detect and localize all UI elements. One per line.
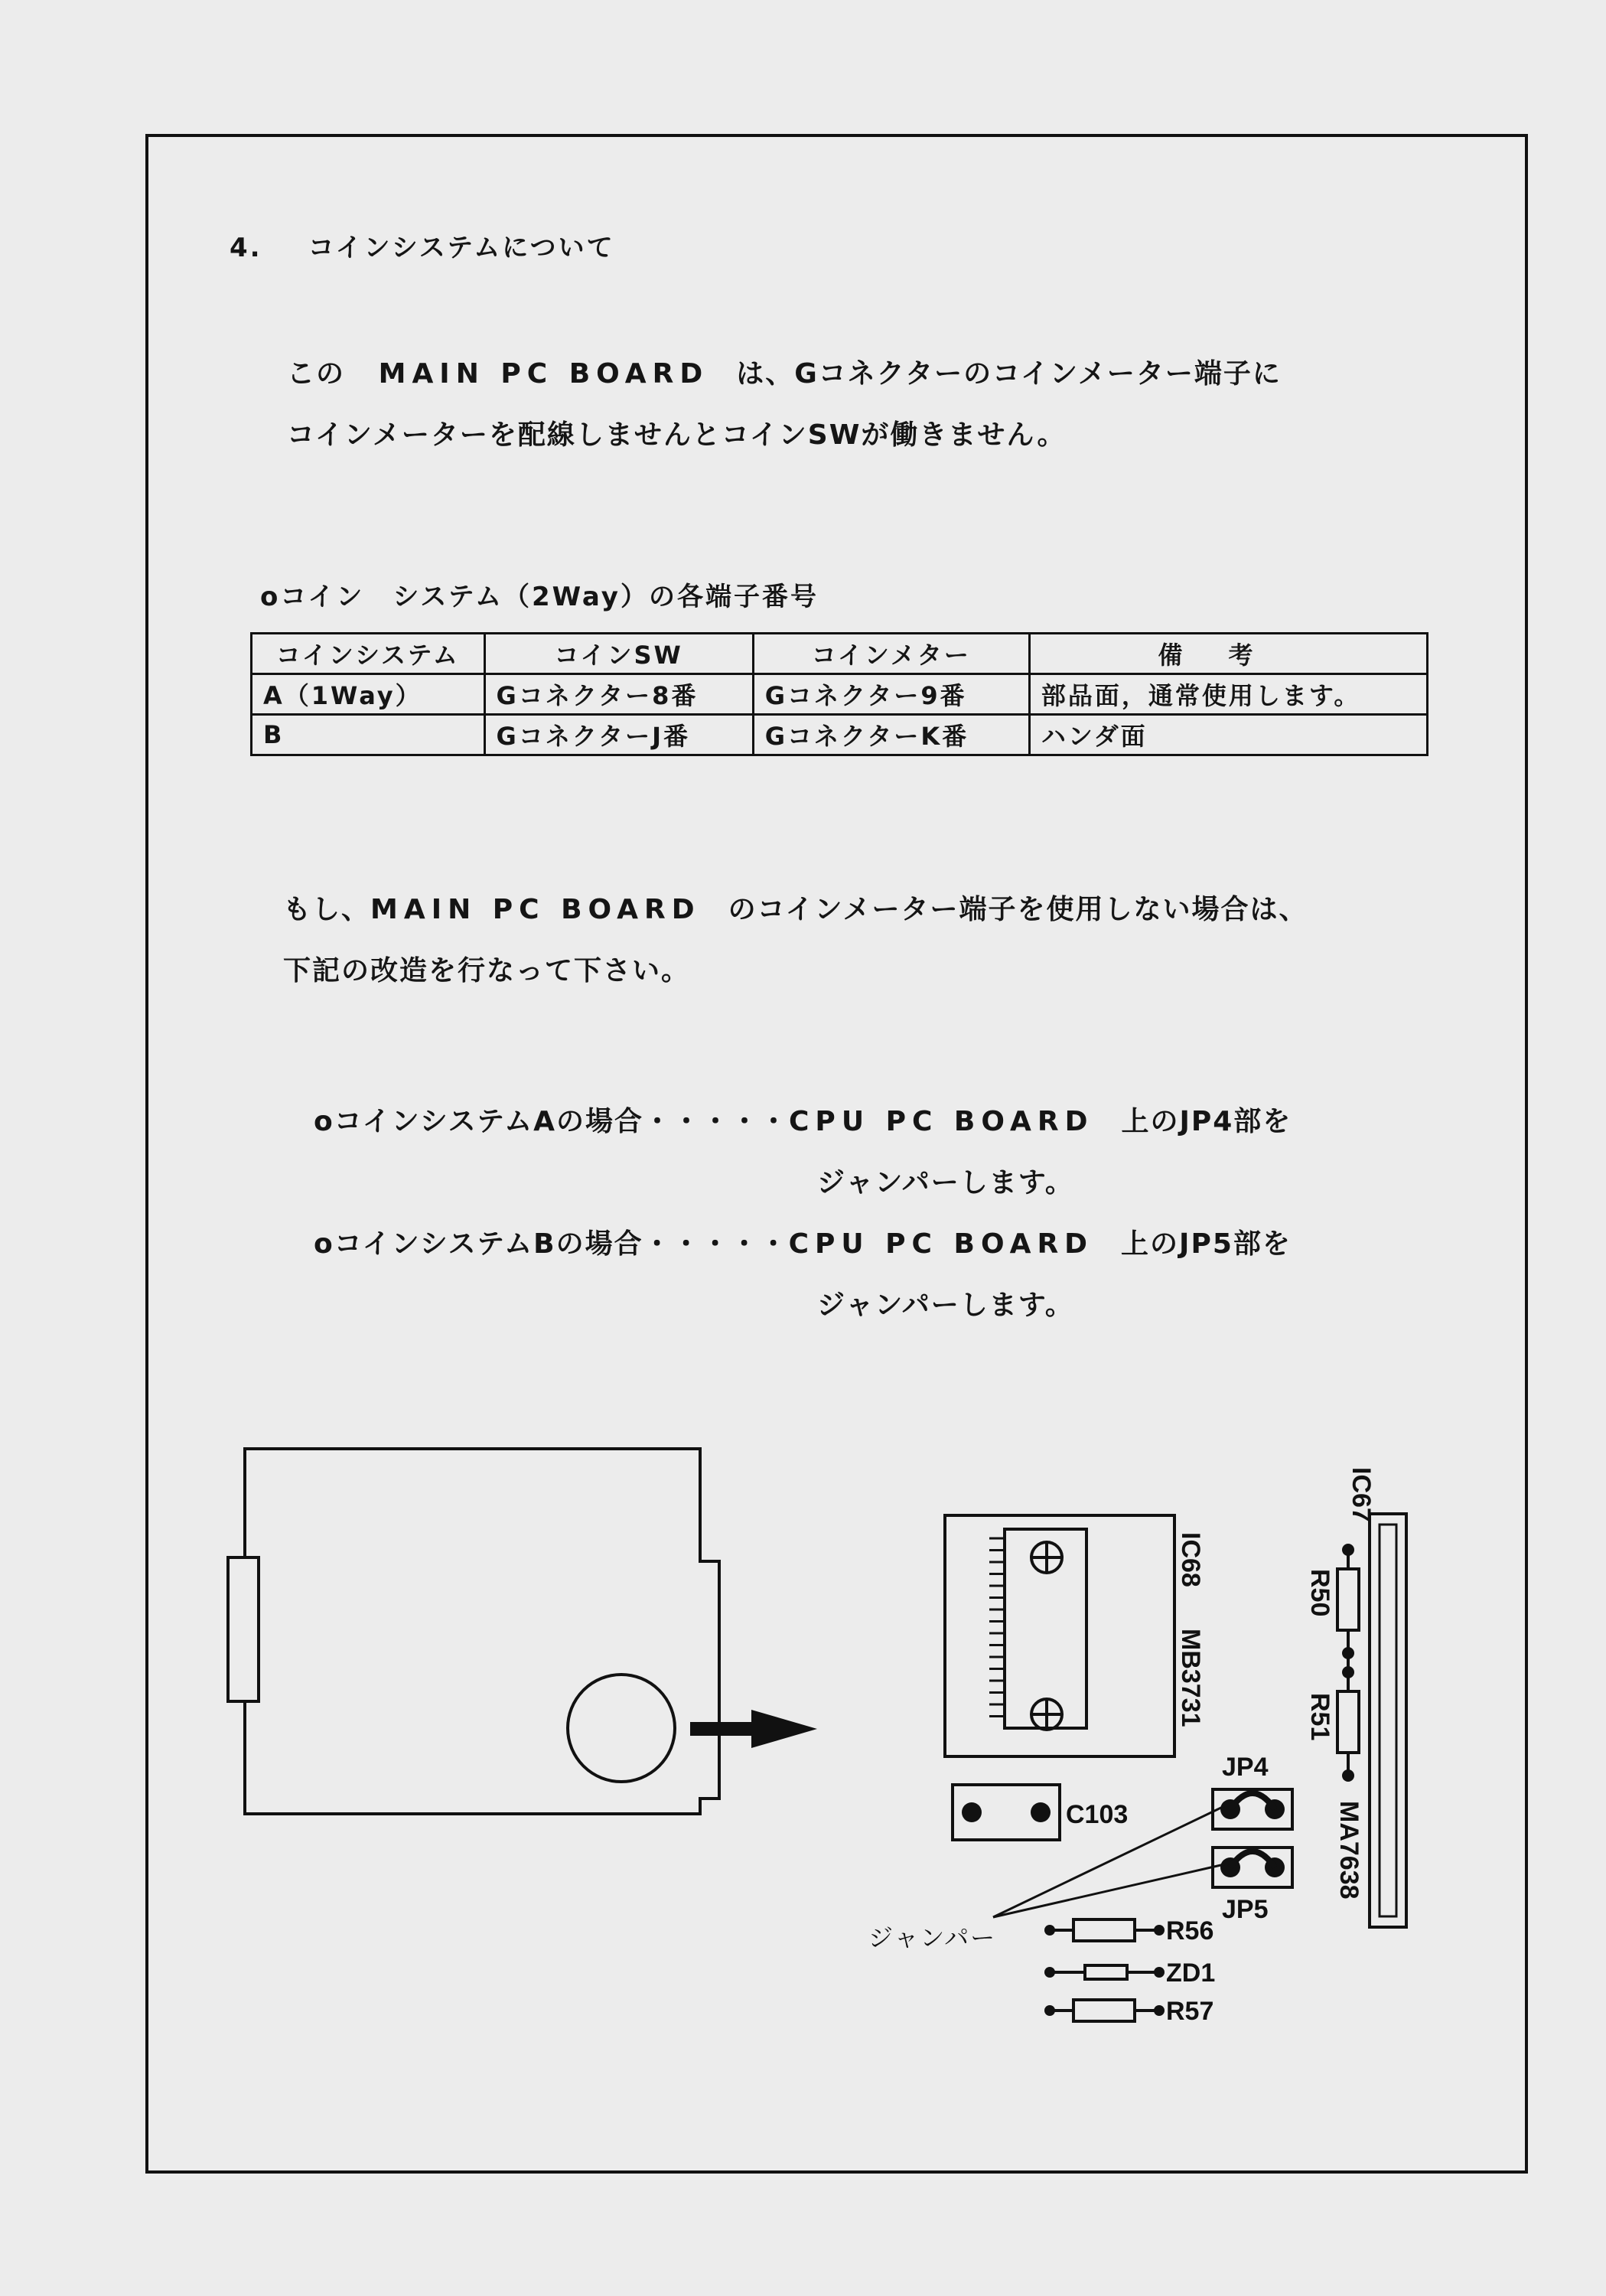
instruction-b-board: CPU PC BOARD	[788, 1228, 1094, 1260]
board-edge-connector	[228, 1557, 259, 1701]
ic67-label: IC67	[1347, 1467, 1376, 1522]
ma7638-label: MA7638	[1334, 1801, 1363, 1900]
r51-lead	[1342, 1769, 1354, 1782]
section-number: 4.	[230, 233, 262, 263]
jp5-label: JP5	[1222, 1895, 1269, 1924]
instruction-a-lead: oコインシステムAの場合・・・・・	[314, 1106, 790, 1137]
jumper-callout-line	[993, 1864, 1224, 1917]
intro-prefix: この	[287, 358, 346, 390]
ic68-label: IC68	[1176, 1532, 1205, 1587]
r50-lead	[1342, 1544, 1354, 1556]
table-cell: GコネクターJ番	[484, 715, 753, 755]
modification-suffix: のコインメーター端子を使用しない場合は、	[728, 894, 1308, 925]
table-header: コインメター	[753, 634, 1029, 674]
table-cell: 部品面，通常使用します。	[1029, 674, 1427, 715]
table-header: 備考	[1029, 634, 1427, 674]
c103-label: C103	[1066, 1800, 1129, 1829]
modification-board-name: MAIN PC BOARD	[370, 894, 701, 925]
r56-lead	[1154, 1925, 1165, 1936]
screw-icon	[1031, 1699, 1062, 1730]
r57-label: R57	[1166, 1997, 1214, 2026]
r51-lead	[1342, 1666, 1354, 1678]
r50-lead	[1342, 1647, 1354, 1659]
zd1-body	[1085, 1965, 1127, 1979]
instruction-b-lead: oコインシステムBの場合・・・・・	[314, 1228, 789, 1260]
jp4-label: JP4	[1222, 1753, 1269, 1782]
modification-line-2: 下記の改造を行なって下さい。	[283, 955, 691, 987]
instruction-b-tail: 上のJP5部を	[1121, 1228, 1292, 1260]
c103-pad	[1031, 1802, 1051, 1822]
modification-prefix: もし、	[283, 894, 371, 925]
r56-body	[1073, 1919, 1135, 1941]
table-cell: ハンダ面	[1029, 715, 1427, 755]
r50-body	[1337, 1569, 1359, 1630]
table-header: コインSW	[484, 634, 753, 674]
arrow-icon	[690, 1710, 817, 1748]
r57-body	[1073, 2000, 1135, 2021]
c103-pad	[962, 1802, 982, 1822]
mb3731-label: MB3731	[1176, 1629, 1205, 1727]
r51-body	[1337, 1691, 1359, 1753]
instruction-a-board: CPU PC BOARD	[789, 1106, 1094, 1137]
table-header: コインシステム	[252, 634, 485, 674]
r51-label: R51	[1305, 1693, 1334, 1741]
ic67-inner	[1380, 1525, 1396, 1916]
jumper-label: ジャンパー	[868, 1923, 997, 1952]
r57-lead	[1154, 2005, 1165, 2016]
table-cell: A（1Way）	[252, 674, 485, 715]
zd1-lead	[1154, 1967, 1165, 1978]
instruction-b-continuation: ジャンパーします。	[817, 1290, 1074, 1321]
ic67-outline	[1370, 1514, 1406, 1927]
instruction-a-tail: 上のJP4部を	[1121, 1106, 1292, 1137]
section-title: コインシステムについて	[308, 233, 615, 263]
table-caption: oコイン システム（2Way）の各端子番号	[260, 582, 819, 612]
instruction-a-continuation: ジャンパーします。	[817, 1167, 1074, 1199]
intro-line-2: コインメーターを配線しませんとコインSWが働きません。	[287, 419, 1067, 451]
r50-label: R50	[1305, 1569, 1334, 1617]
table-cell: B	[252, 715, 485, 755]
board-highlight-circle	[568, 1675, 675, 1782]
board-outline	[245, 1449, 719, 1814]
r56-label: R56	[1166, 1916, 1214, 1945]
intro-suffix: は、Gコネクターのコインメーター端子に	[736, 358, 1282, 390]
table-cell: Gコネクター8番	[484, 674, 753, 715]
ic68-pins	[989, 1538, 1005, 1717]
screw-icon	[1031, 1542, 1062, 1573]
zd1-label: ZD1	[1166, 1958, 1216, 1988]
table-cell: GコネクターK番	[753, 715, 1029, 755]
table-cell: Gコネクター9番	[753, 674, 1029, 715]
intro-board-name: MAIN PC BOARD	[378, 358, 709, 390]
